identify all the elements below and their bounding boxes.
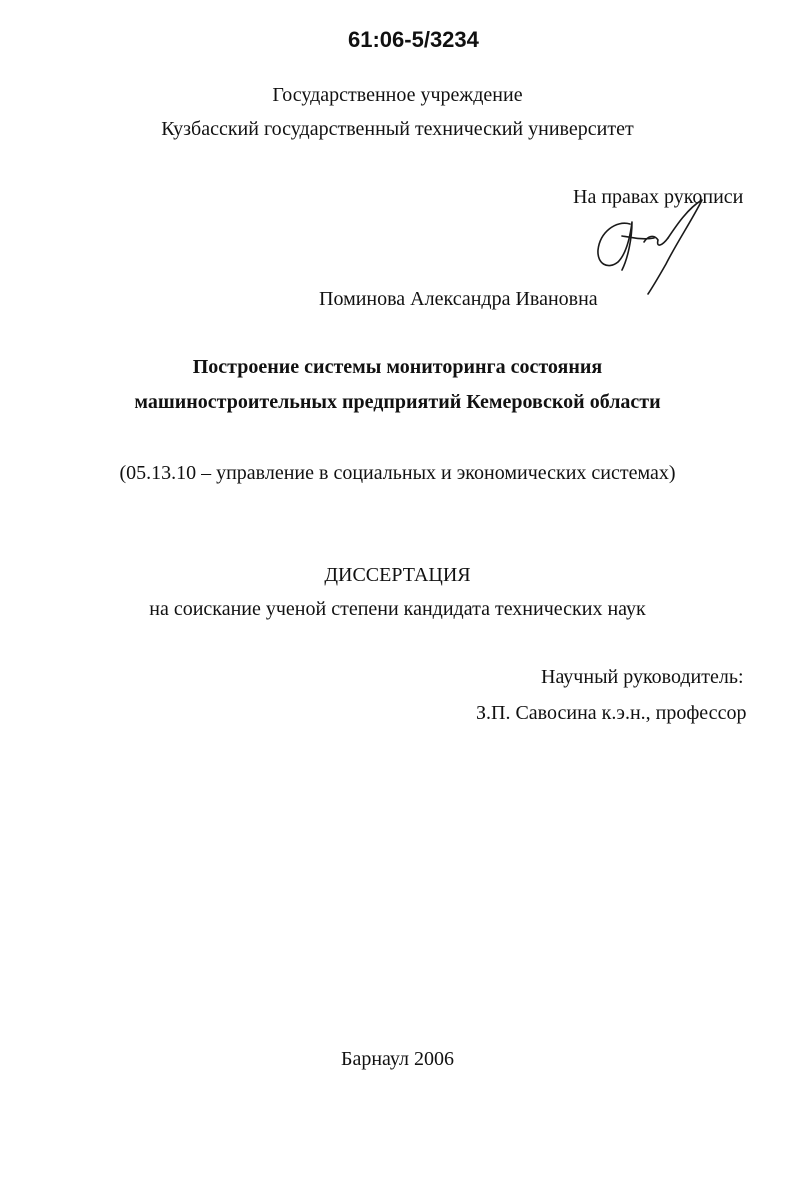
manuscript-note: На правах рукописи [573,186,744,208]
institution-line-2: Кузбасский государственный технический университет [161,118,634,140]
supervisor-name: З.П. Савосина к.э.н., профессор [476,702,747,724]
catalog-number: 61:06-5/3234 [348,27,479,52]
title-line-1: Построение системы мониторинга состояния [192,356,603,378]
place-year: Барнаул 2006 [340,1048,455,1070]
supervisor-label: Научный руководитель: [541,666,744,688]
specialty-code: (05.13.10 – управление в социальных и экономических системах) [119,462,676,484]
institution-line-1: Государственное учреждение [272,84,523,106]
author-name: Поминова Александра Ивановна [319,288,598,310]
work-type: ДИССЕРТАЦИЯ [324,564,471,586]
title-line-2: машиностроительных предприятий Кемеровской области [134,391,661,413]
degree-line: на соискание ученой степени кандидата технических наук [149,598,646,620]
signature-image [592,198,712,296]
